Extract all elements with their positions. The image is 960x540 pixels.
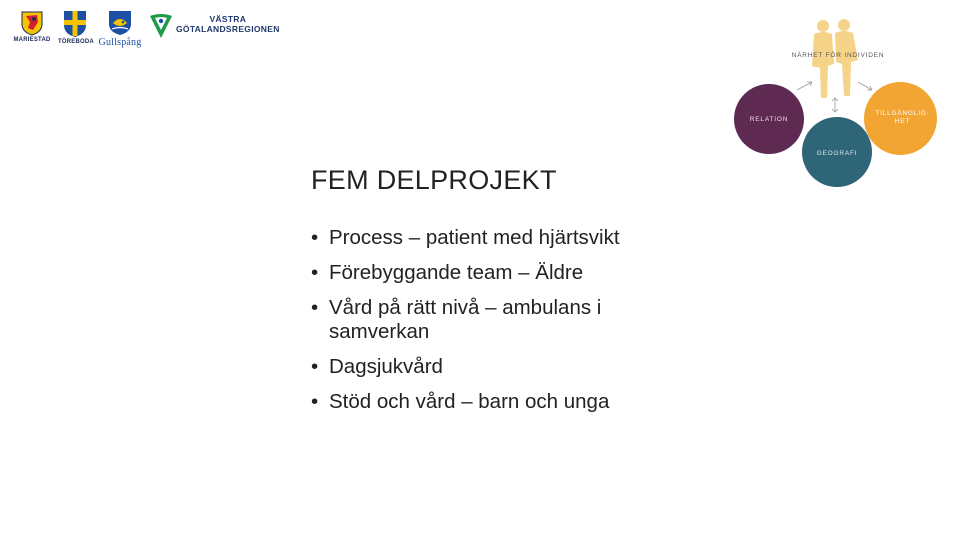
relation-arrows-icon <box>797 82 872 112</box>
gullspang-label: Gullspång <box>98 37 142 48</box>
project-list <box>311 226 711 425</box>
gullspang-coat-of-arms-icon <box>108 10 132 36</box>
tillganglighet-label <box>866 110 939 126</box>
mariestad-coat-of-arms-icon <box>21 10 43 36</box>
list-item-text: Vård på rätt nivå – ambulans i samverkan <box>329 296 602 343</box>
toreboda-logo <box>58 10 92 45</box>
tillganglighet-label-line2: HET <box>894 118 911 125</box>
list-item-text: Process – patient med hjärtsvikt <box>329 226 620 249</box>
partner-logos <box>12 10 292 58</box>
tillganglighet-label-line1: TILLGÄNGLIG- <box>875 110 930 117</box>
list-item-text: Stöd och vård – barn och unga <box>329 390 610 413</box>
list-item <box>311 226 711 250</box>
toreboda-label: TÖREBODA <box>58 39 94 45</box>
geografi-label: GEOGRAFI <box>816 150 858 157</box>
relation-circle <box>734 84 804 154</box>
bullet-icon: • <box>311 226 319 249</box>
closeness-diagram <box>720 12 960 197</box>
list-item <box>311 355 711 379</box>
geografi-circle <box>802 117 872 187</box>
bullet-icon: • <box>311 261 319 284</box>
list-item-text: Dagsjukvård <box>329 355 443 378</box>
vgr-emblem-icon <box>148 12 174 40</box>
mariestad-logo <box>12 10 52 43</box>
diagram-top-label: NÄRHET FÖR INDIVIDEN <box>791 52 885 59</box>
bullet-icon: • <box>311 296 319 319</box>
vgr-name <box>176 14 280 34</box>
vgr-name-line1: VÄSTRA <box>209 14 247 24</box>
list-item <box>311 390 711 414</box>
list-item-text: Förebyggande team – Äldre <box>329 261 584 284</box>
vgr-name-line2: GÖTALANDSREGIONEN <box>176 24 280 34</box>
vgr-logo <box>148 10 292 50</box>
tillganglighet-circle <box>864 82 937 155</box>
toreboda-coat-of-arms-icon <box>63 10 87 38</box>
list-item <box>311 296 679 344</box>
bullet-icon: • <box>311 390 319 413</box>
bullet-icon: • <box>311 355 319 378</box>
relation-label: RELATION <box>749 116 789 123</box>
gullspang-logo <box>96 10 144 48</box>
slide-title: FEM DELPROJEKT <box>311 165 557 195</box>
mariestad-label: MARIESTAD <box>13 37 51 43</box>
list-item <box>311 261 711 285</box>
